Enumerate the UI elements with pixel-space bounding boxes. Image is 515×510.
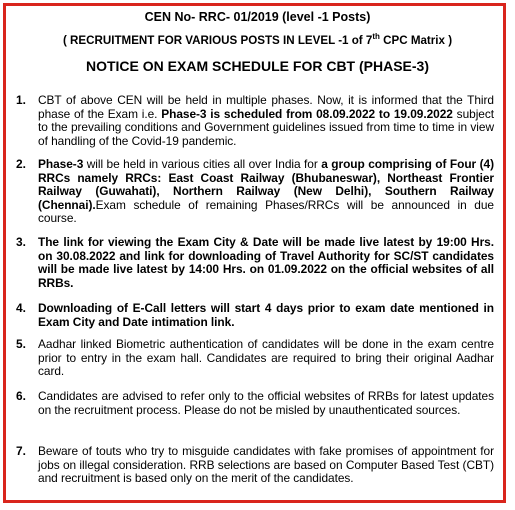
recruitment-superscript: th bbox=[372, 32, 380, 41]
recruitment-subtitle bbox=[0, 32, 515, 47]
notice-item-3 bbox=[16, 236, 494, 290]
item-number: 1. bbox=[16, 93, 26, 107]
notice-item-7 bbox=[16, 445, 494, 486]
item-text-bold: Phase-3 is scheduled from 08.09.2022 to 19.09.2022 bbox=[161, 106, 453, 121]
item-text: CBT of above CEN will be held in multiple phases. Now, it is informed that the Third phase of the Exam i.e. bbox=[38, 93, 494, 121]
item-text-bold: a group comprising of Four (4) RRCs namely RRCs: East Coast Railway (Bhubaneswar), Northeast Frontier Railway (Guwahati), Northern Railway (New Delhi), Southern Railway (Chennai). bbox=[38, 157, 495, 212]
cen-number: CEN No- RRC- 01/2019 (level -1 Posts) bbox=[144, 10, 371, 24]
notice-title: NOTICE ON EXAM SCHEDULE FOR CBT (PHASE-3) bbox=[85, 58, 429, 74]
item-number: 2. bbox=[16, 157, 26, 171]
item-text-bold: Downloading of E-Call letters will start 4 days prior to exam date mentioned in Exam City and Date intimation link. bbox=[38, 301, 494, 329]
item-number: 3. bbox=[16, 235, 26, 249]
item-text-bold: The link for viewing the Exam City & Date will be made live latest by 19:00 Hrs. on 30.08.2022 and link for downloading of Travel Authority for SC/ST candidates will be made live latest by 14:00 Hrs. on 01.09.2022 on the official websites of all RRBs. bbox=[38, 235, 494, 290]
notice-item-6 bbox=[16, 390, 494, 417]
notice-item-4 bbox=[16, 302, 494, 329]
item-text: subject to the prevailing conditions and Government guidelines issued from time to time in view of handling of the Covid-19 pandemic. bbox=[38, 106, 495, 148]
item-text: Exam schedule of remaining Phases/RRCs will be announced in due course. bbox=[38, 197, 494, 226]
notice-item-2 bbox=[16, 158, 494, 226]
recruitment-text-end: CPC Matrix ) bbox=[379, 33, 453, 47]
notice-item-1 bbox=[16, 94, 494, 148]
notice-item-5 bbox=[16, 338, 494, 379]
item-text: will be held in various cities all over India for bbox=[83, 157, 322, 171]
item-text-bold: Phase-3 bbox=[38, 157, 84, 171]
item-number: 6. bbox=[16, 389, 26, 403]
item-number: 7. bbox=[16, 444, 26, 458]
item-number: 5. bbox=[16, 337, 26, 351]
item-number: 4. bbox=[16, 301, 26, 315]
item-text: Aadhar linked Biometric authentication of candidates will be done in the exam centre prior to entry in the exam hall. Candidates are required to bring their original Aadhar card. bbox=[38, 337, 494, 379]
item-text: Candidates are advised to refer only to the official websites of RRBs for latest updates on the recruitment process. Please do not be misled by unauthenticated sources. bbox=[38, 389, 494, 417]
item-text: Beware of touts who try to misguide candidates with fake promises of appointment for jobs on illegal consideration. RRB selections are based on Computer Based Test (CBT) and recruitment is based only on the merit of the candidates. bbox=[38, 444, 494, 486]
recruitment-text: ( RECRUITMENT FOR VARIOUS POSTS IN LEVEL -1 of 7 bbox=[62, 33, 373, 47]
